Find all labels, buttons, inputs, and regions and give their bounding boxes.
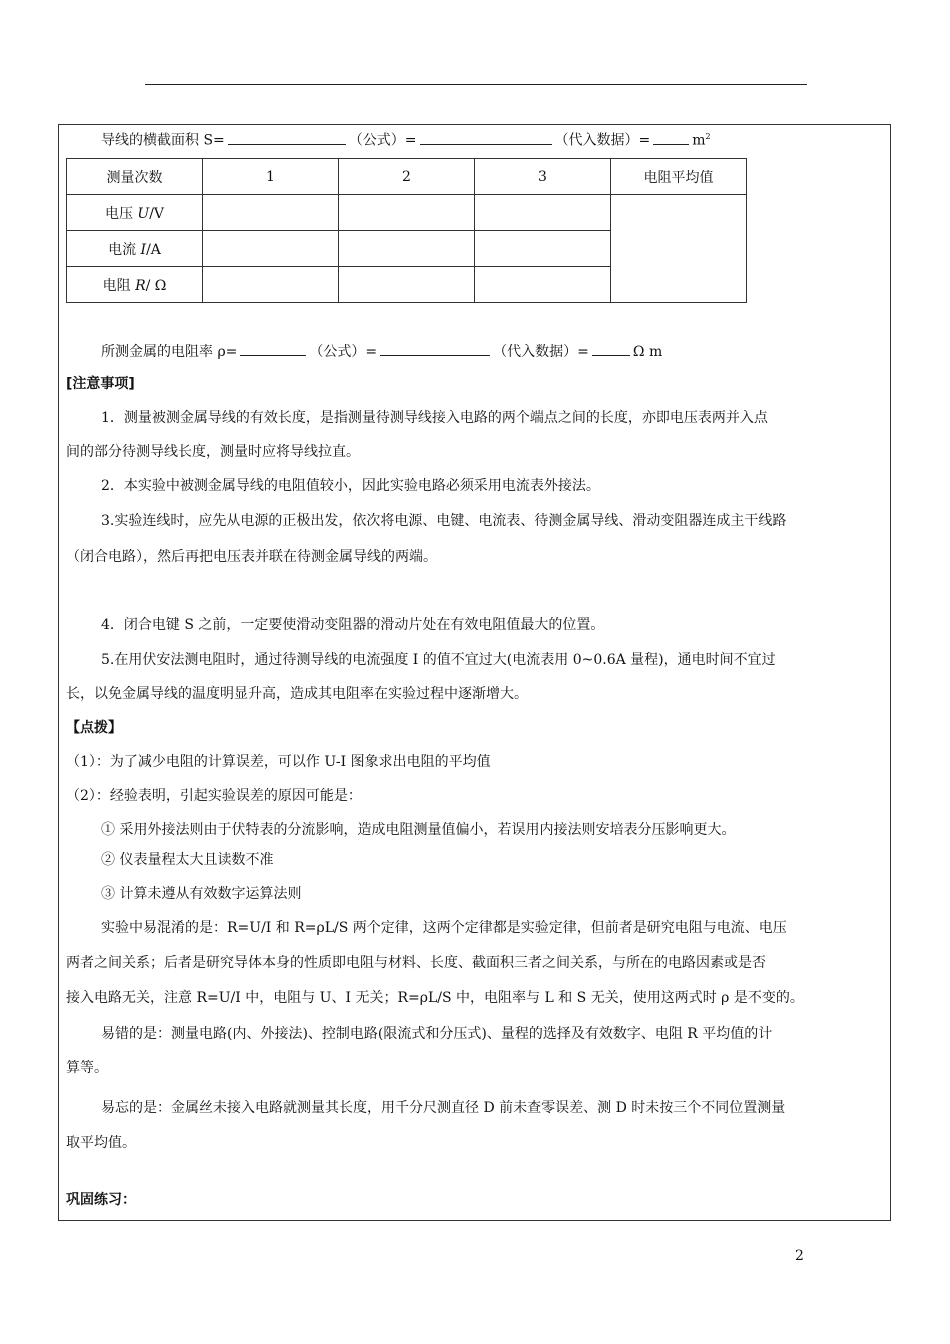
confuse-2: 两者之间关系；后者是研究导体本身的性质即电阻与材料、长度、截面积三者之间关系，与所在的电路因素或是否 — [66, 955, 766, 971]
note-4: 4．闭合电键 S 之前，一定要使滑动变阻器的滑动片处在有效电阻值最大的位置。 — [101, 617, 605, 633]
mistake-1: 易错的是：测量电路(内、外接法)、控制电路(限流式和分压式)、量程的选择及有效数字、电阻 R 平均值的计 — [101, 1026, 773, 1042]
area-prefix: 导线的横截面积 S= — [101, 132, 225, 149]
average-cell[interactable] — [611, 195, 747, 303]
table-cell[interactable] — [339, 267, 475, 303]
table-cell[interactable] — [475, 195, 611, 231]
area-unit-sup: 2 — [705, 132, 711, 141]
header-cell: 电阻平均值 — [611, 159, 747, 195]
resistivity-formula: （公式）= — [309, 344, 378, 360]
note-3b: （闭合电路），然后再把电压表并联在待测金属导线的两端。 — [66, 549, 437, 565]
header-cell: 3 — [475, 159, 611, 195]
header-cell: 1 — [203, 159, 339, 195]
resistivity-unit: Ω m — [632, 344, 663, 360]
area-line — [101, 127, 711, 151]
table-cell[interactable] — [339, 231, 475, 267]
table-cell[interactable] — [475, 231, 611, 267]
area-blank-2 — [420, 130, 552, 145]
resistivity-prefix: 所测金属的电阻率 ρ= — [101, 344, 238, 360]
cause-3: ③ 计算未遵从有效数字运算法则 — [101, 886, 302, 902]
forget-2: 取平均值。 — [66, 1135, 136, 1151]
table-cell[interactable] — [203, 195, 339, 231]
header-cell: 测量次数 — [67, 159, 203, 195]
tip-2: （2）：经验表明，引起实验误差的原因可能是： — [66, 788, 362, 804]
table-cell[interactable] — [203, 231, 339, 267]
confuse-1: 实验中易混淆的是：R=U/I 和 R=ρL/S 两个定律，这两个定律都是实验定律，但前者是研究电阻与电流、电压 — [101, 920, 787, 936]
confuse-3: 接入电路无关，注意 R=U/I 中，电阻与 U、I 无关；R=ρL/S 中，电阻率与 L 和 S 无关，使用这两式时 ρ 是不变的。 — [66, 990, 804, 1006]
row-label: 电压 U/V — [67, 195, 203, 231]
area-blank-3 — [653, 130, 689, 145]
mistake-2: 算等。 — [66, 1060, 108, 1076]
note-5b: 长，以免金属导线的温度明显升高，造成其电阻率在实验过程中逐渐增大。 — [66, 686, 528, 702]
table-cell[interactable] — [475, 267, 611, 303]
resistivity-blank-1 — [240, 341, 306, 356]
area-blank-1 — [228, 130, 346, 145]
resistivity-blank-2 — [380, 341, 490, 356]
table-row — [67, 195, 747, 231]
note-2: 2．本实验中被测金属导线的电阻值较小，因此实验电路必须采用电流表外接法。 — [101, 478, 600, 494]
forget-1: 易忘的是：金属丝未接入电路就测量其长度，用千分尺测直径 D 前未查零误差、测 D 时未按三个不同位置测量 — [101, 1100, 786, 1116]
notes-title: [注意事项] — [66, 376, 135, 392]
tip-1: （1）：为了减少电阻的计算误差，可以作 U-I 图象求出电阻的平均值 — [66, 754, 491, 770]
table-cell[interactable] — [339, 195, 475, 231]
note-1a: 1．测量被测金属导线的有效长度，是指测量待测导线接入电路的两个端点之间的长度，亦即电压表两并入点 — [101, 410, 768, 426]
note-1b: 间的部分待测导线长度，测量时应将导线拉直。 — [66, 444, 360, 460]
header-rule — [145, 84, 807, 85]
resistivity-blank-3 — [592, 341, 630, 356]
practice-title: 巩固练习： — [66, 1192, 136, 1208]
note-3a: 3.实验连线时，应先从电源的正极出发，依次将电源、电键、电流表、待测金属导线、滑动变阻器连成主干线路 — [101, 513, 787, 529]
area-substitute: （代入数据）= — [554, 132, 651, 149]
header-cell: 2 — [339, 159, 475, 195]
area-formula: （公式）= — [348, 132, 417, 149]
page-number: 2 — [795, 1248, 804, 1264]
resistivity-substitute: （代入数据）= — [493, 344, 589, 360]
measurement-table — [66, 158, 747, 303]
table-cell[interactable] — [203, 267, 339, 303]
tips-title: 【点拨】 — [66, 720, 122, 736]
resistivity-line — [101, 341, 662, 362]
row-label: 电流 I/A — [67, 231, 203, 267]
cause-1: ① 采用外接法则由于伏特表的分流影响，造成电阻测量值偏小，若误用内接法则安培表分压影响更大。 — [101, 822, 736, 838]
note-5a: 5.在用伏安法测电阻时，通过待测导线的电流强度 I 的值不宜过大(电流表用 0~0.6A 量程)，通电时间不宜过 — [101, 652, 776, 668]
area-unit: m — [692, 132, 706, 149]
table-header-row — [67, 159, 747, 195]
cause-2: ② 仪表量程太大且读数不准 — [101, 852, 274, 868]
row-label: 电阻 R/ Ω — [67, 267, 203, 303]
